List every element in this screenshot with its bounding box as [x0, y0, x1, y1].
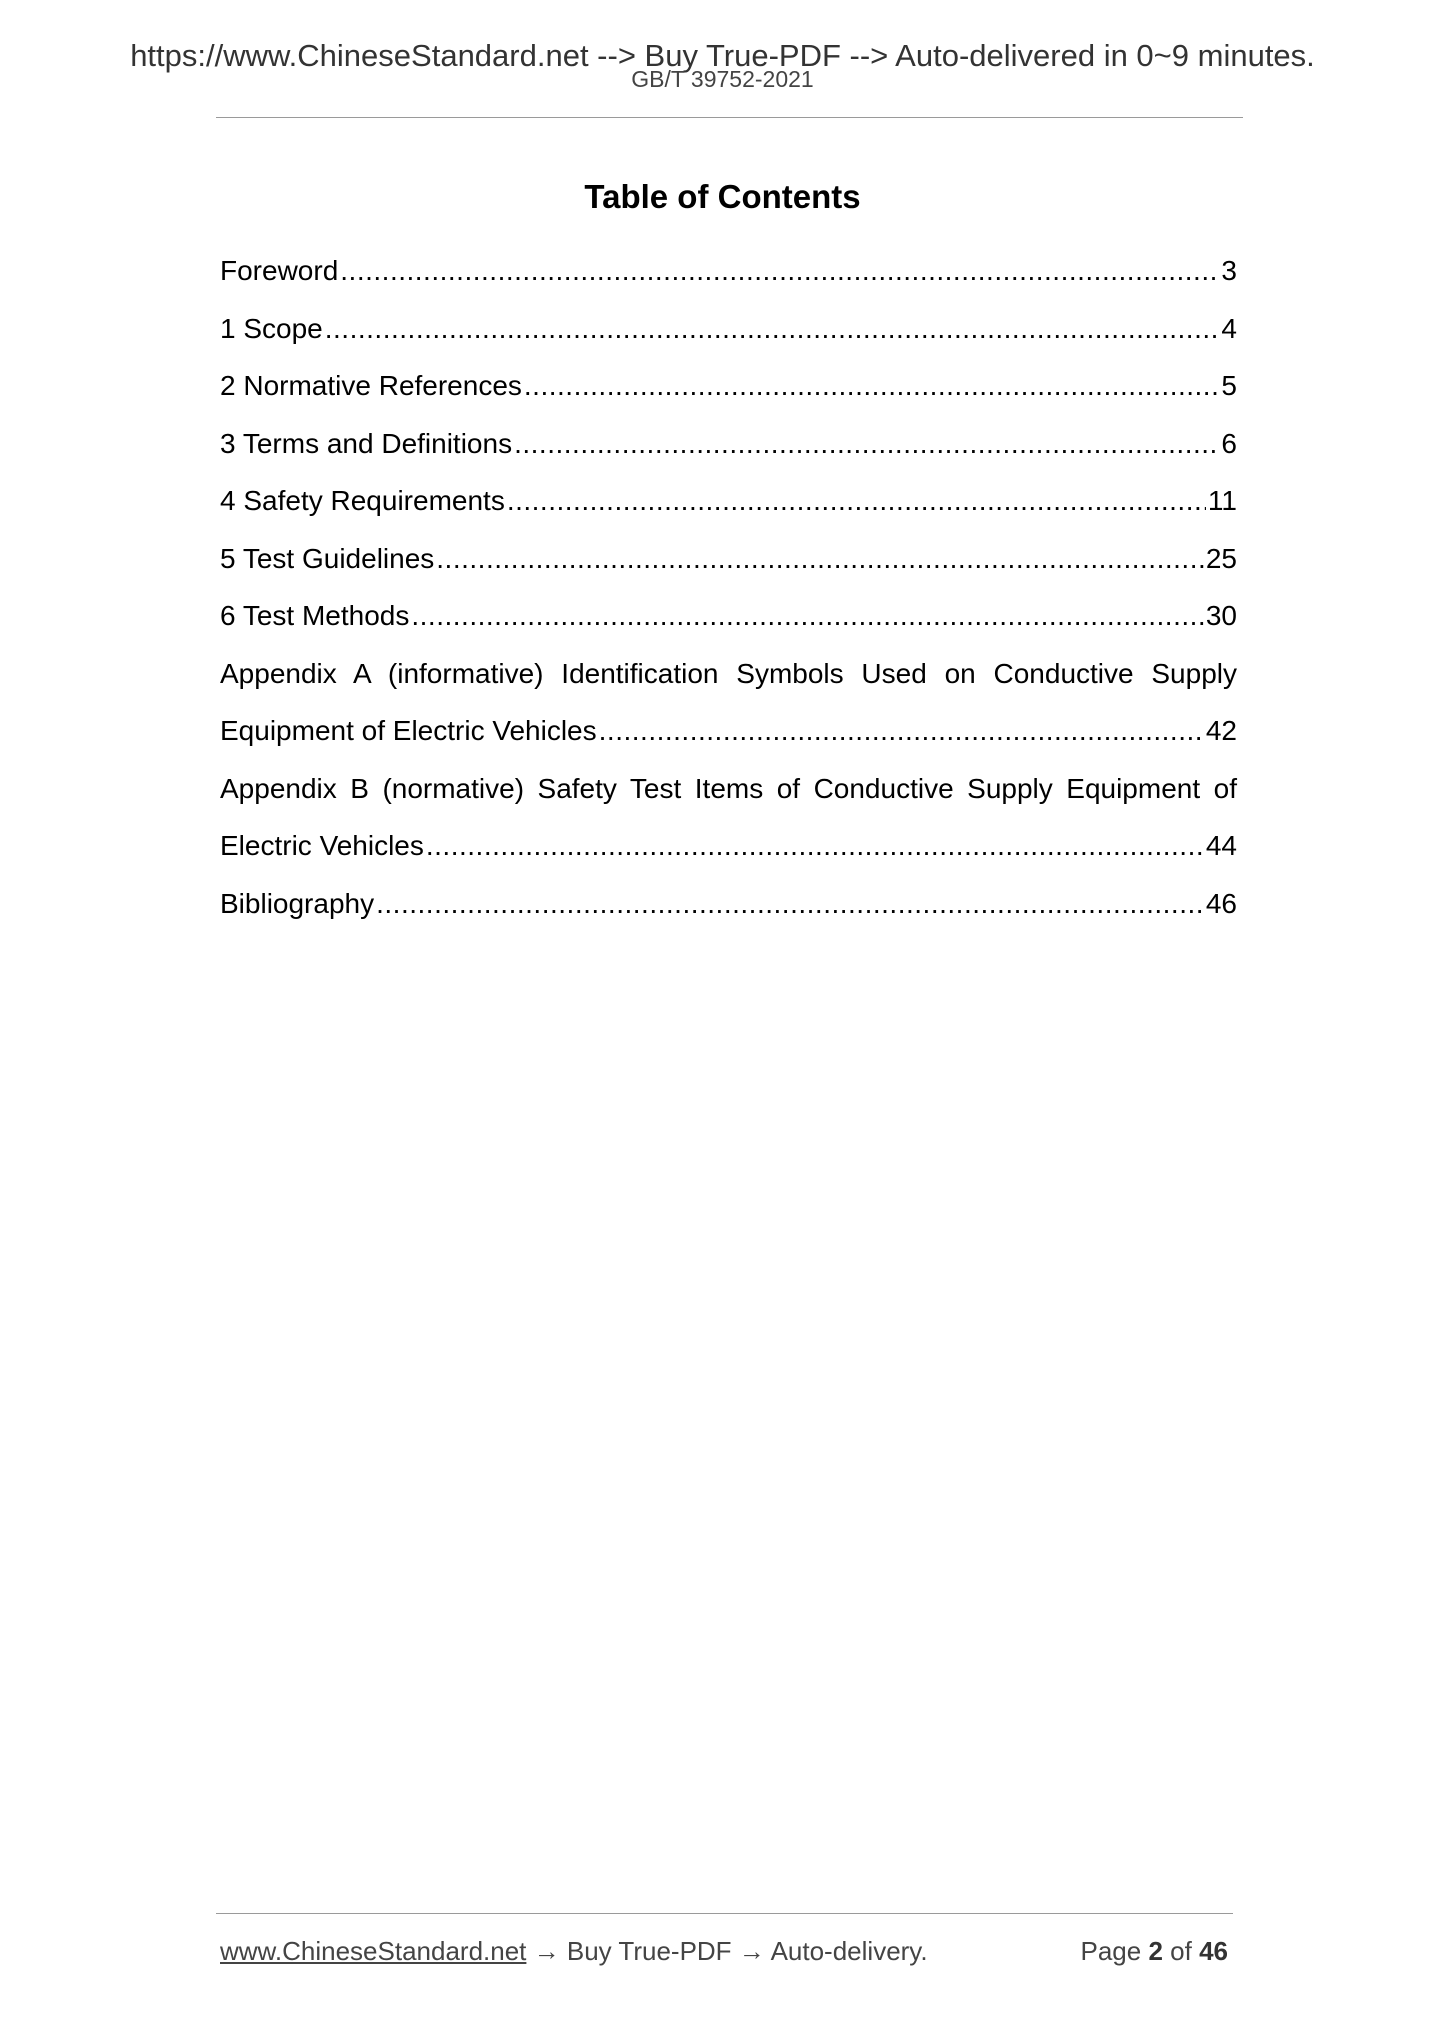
toc-entry-page: 5: [1221, 370, 1237, 401]
toc-entry-normative-references[interactable]: [220, 357, 1237, 415]
total-pages: 46: [1199, 1936, 1228, 1966]
toc-entry-title-line1: Appendix B (normative) Safety Test Items of Conductive Supply Equipment of: [220, 772, 1237, 804]
toc-entry-appendix-b[interactable]: [220, 760, 1237, 875]
toc-leader-dots: [436, 530, 1204, 588]
toc-title: Table of Contents: [584, 178, 861, 215]
footer-tagline: → Buy True-PDF → Auto-delivery.: [526, 1936, 928, 1966]
toc-entry-title: 5 Test Guidelines: [220, 542, 435, 574]
toc-leader-dots: [426, 817, 1204, 875]
toc-entry-title: 6 Test Methods: [220, 600, 410, 631]
toc-entry-page: 30: [1205, 600, 1237, 631]
standard-number: GB/T 39752-2021: [631, 66, 814, 92]
header-divider: [216, 117, 1243, 118]
toc-entry-page: 3: [1221, 255, 1237, 286]
toc-entry-page: 25: [1205, 542, 1237, 574]
toc-leader-dots: [507, 472, 1206, 530]
toc-leader-dots: [411, 587, 1203, 645]
toc-entry-safety-requirements[interactable]: [220, 472, 1237, 530]
toc-entry-title-line2: Equipment of Electric Vehicles: [220, 715, 597, 746]
toc-entry-line2: [220, 702, 1237, 760]
page-indicator: [1080, 1936, 1228, 1967]
toc-entry-title: Foreword: [220, 255, 339, 286]
footer-site-link[interactable]: www.ChineseStandard.net: [220, 1936, 527, 1966]
toc-leader-dots: [514, 415, 1219, 473]
toc-entry-foreword[interactable]: [220, 242, 1237, 300]
page-of-label: of: [1170, 1936, 1192, 1966]
toc-entry-bibliography[interactable]: [220, 875, 1237, 933]
toc-leader-dots: [376, 875, 1204, 933]
toc-entry-page: 4: [1221, 312, 1237, 344]
toc-entry-test-guidelines[interactable]: [220, 530, 1237, 588]
toc-entry-line2: [220, 817, 1237, 875]
toc-leader-dots: [599, 702, 1204, 760]
page-label: Page: [1080, 1936, 1142, 1966]
current-page: 2: [1148, 1936, 1163, 1966]
toc-entry-appendix-a[interactable]: [220, 645, 1237, 760]
toc-entry-title: 2 Normative References: [220, 370, 522, 401]
toc-entry-page: 46: [1205, 887, 1237, 919]
toc-entry-title: 4 Safety Requirements: [220, 485, 505, 516]
toc-entry-page: 42: [1205, 715, 1237, 746]
toc-entry-page: 11: [1207, 485, 1237, 516]
table-of-contents: [220, 242, 1237, 932]
toc-entry-scope[interactable]: [220, 300, 1237, 358]
toc-leader-dots: [524, 357, 1220, 415]
toc-entry-title: 1 Scope: [220, 312, 323, 344]
toc-entry-title: 3 Terms and Definitions: [220, 427, 513, 459]
toc-entry-title-line2: Electric Vehicles: [220, 830, 424, 861]
toc-leader-dots: [325, 300, 1220, 358]
top-banner: https://www.ChineseStandard.net --> Buy True-PDF --> Auto-delivered in 0~9 minutes.: [130, 38, 1315, 73]
toc-entry-page: 44: [1205, 830, 1237, 861]
toc-entry-test-methods[interactable]: [220, 587, 1237, 645]
toc-entry-page: 6: [1221, 427, 1237, 459]
toc-entry-title-line1: Appendix A (informative) Identification Symbols Used on Conductive Supply: [220, 657, 1237, 689]
footer-divider: [216, 1913, 1233, 1914]
toc-entry-terms-and-definitions[interactable]: [220, 415, 1237, 473]
toc-leader-dots: [340, 242, 1219, 300]
page-footer: [220, 1936, 1233, 1967]
toc-entry-title: Bibliography: [220, 887, 375, 919]
